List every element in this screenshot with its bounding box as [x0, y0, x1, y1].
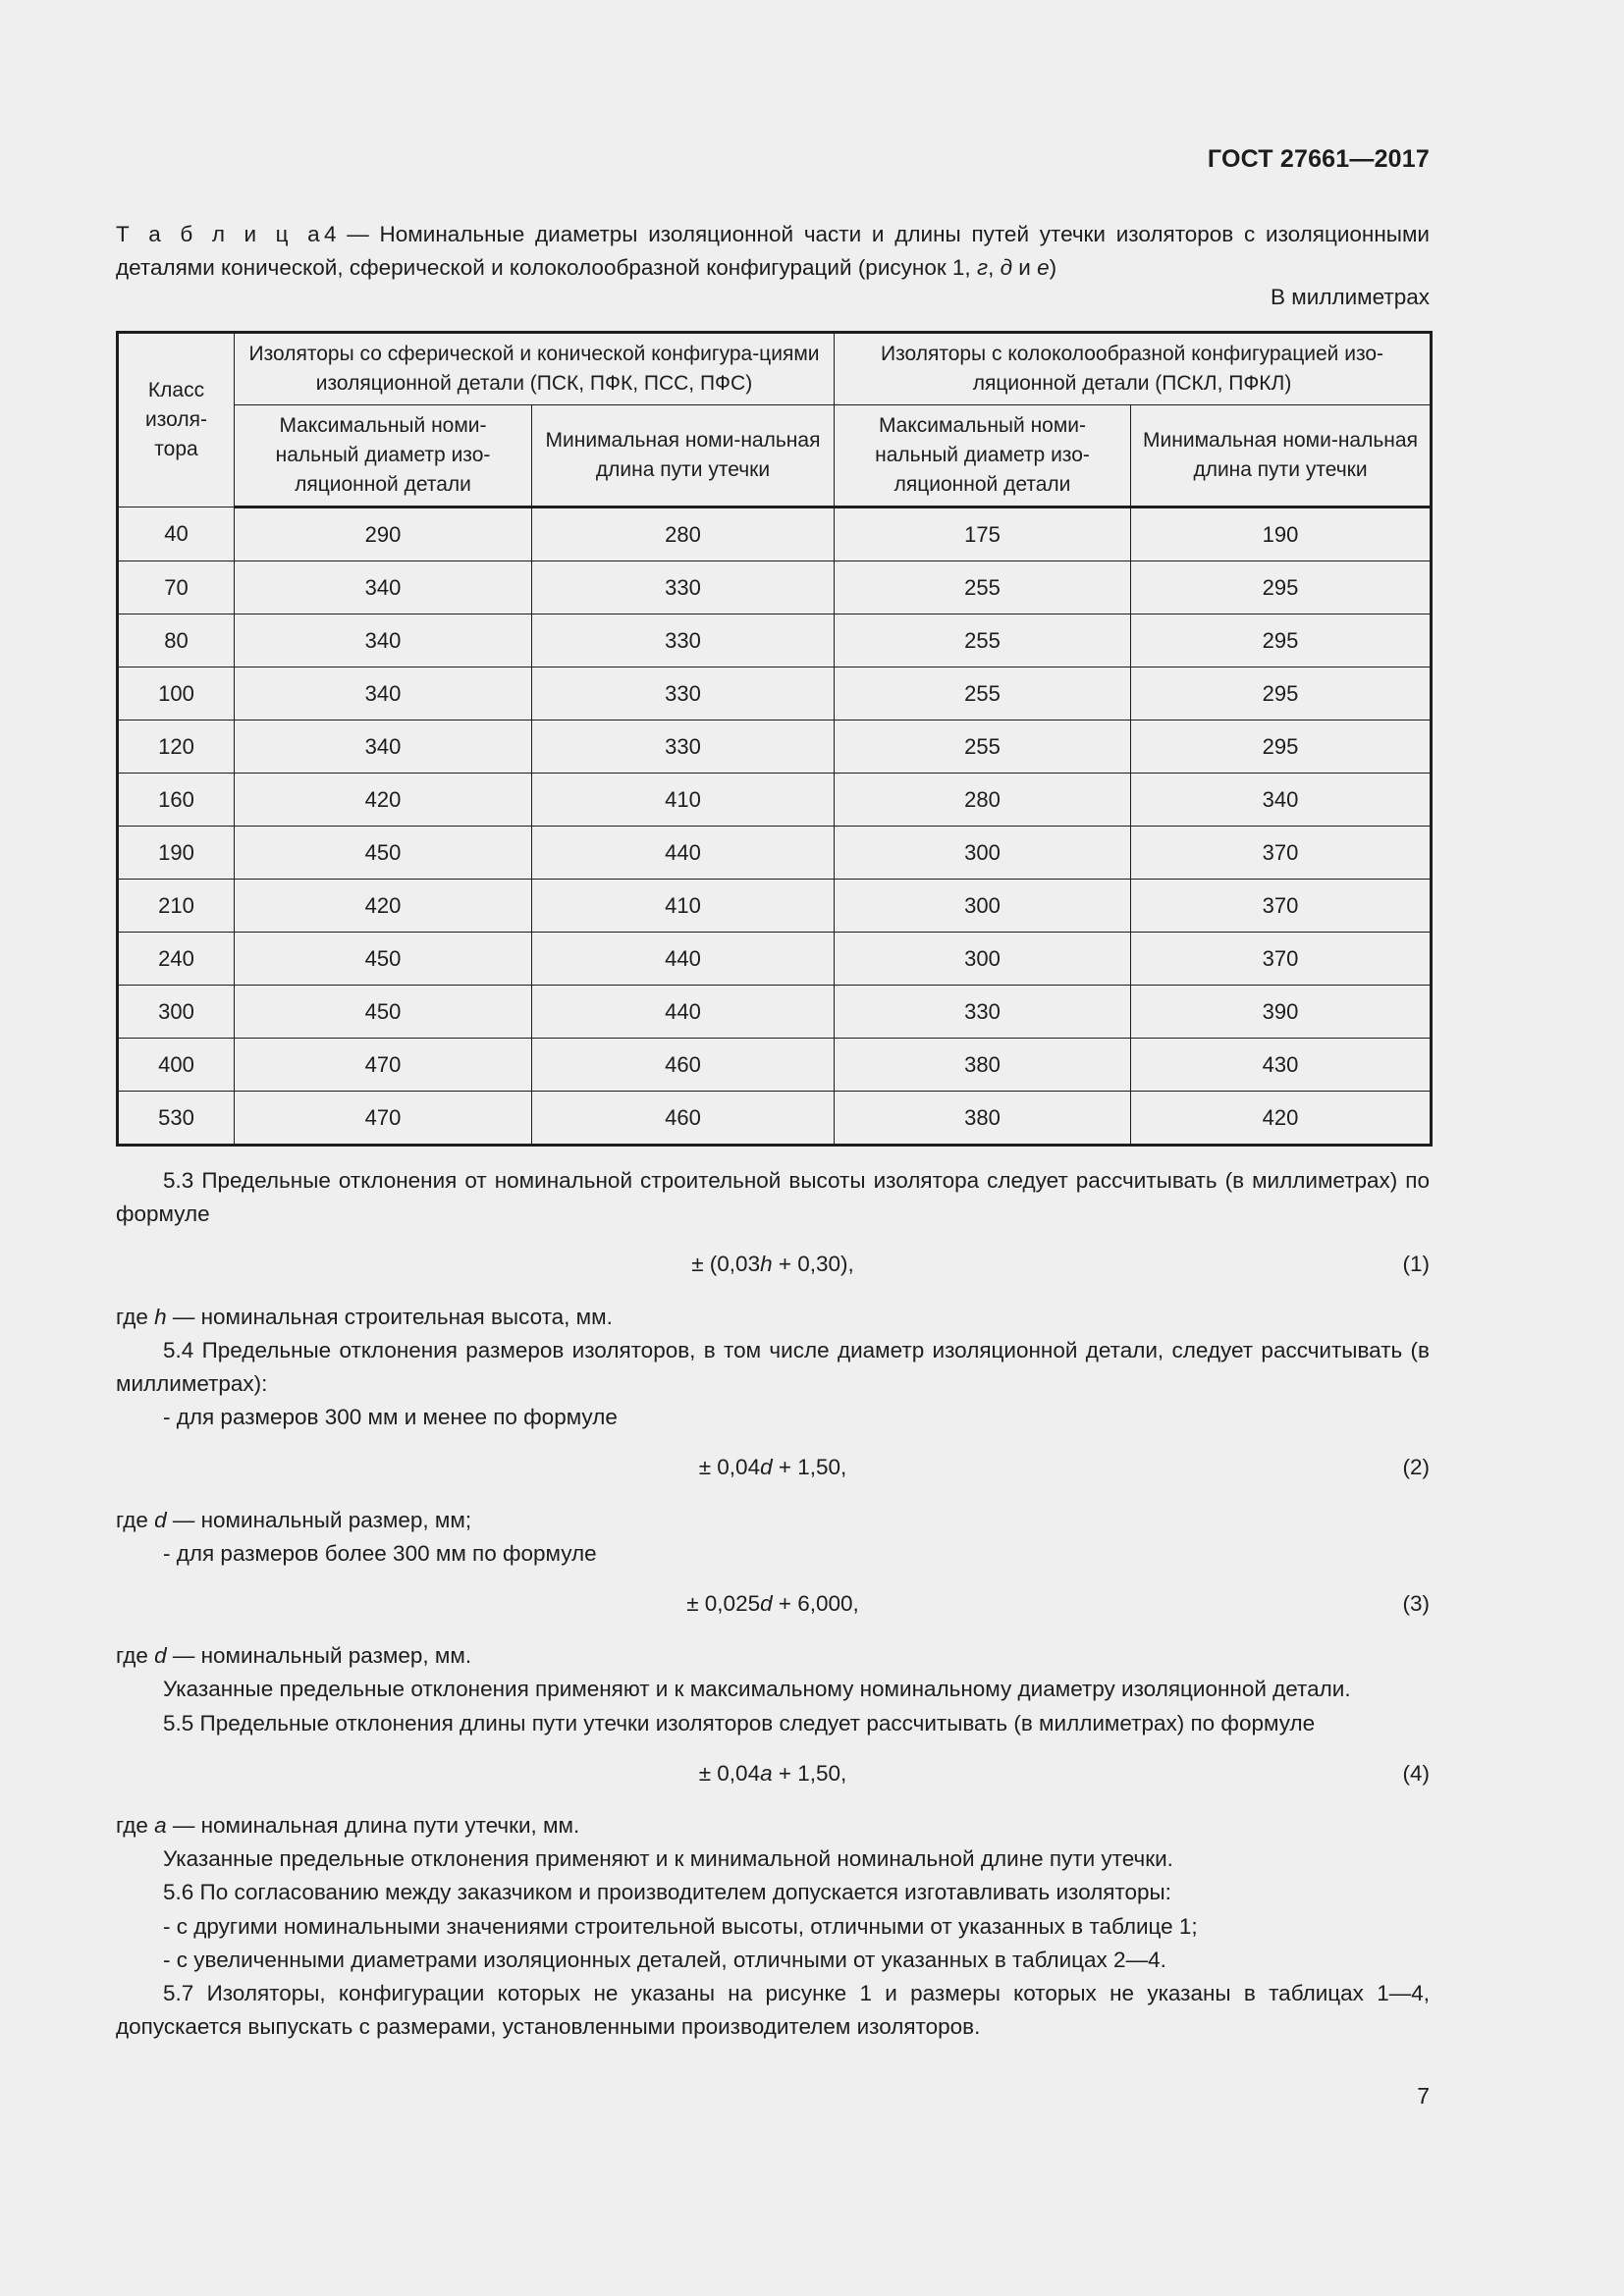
- table-4: [116, 331, 1433, 1147]
- table-head-sub-row: [118, 405, 1432, 507]
- document-standard-header: ГОСТ 27661—2017: [1207, 145, 1430, 173]
- cell-min-creep-bell: 370: [1131, 933, 1432, 986]
- table-row: [118, 933, 1432, 986]
- table-caption-number: 4: [324, 222, 337, 246]
- cell-min-creep-spherical: 410: [532, 880, 835, 933]
- table-caption-figure-sep-1: ,: [988, 255, 1001, 280]
- table-row: [118, 986, 1432, 1039]
- cell-max-diam-spherical: 450: [235, 933, 532, 986]
- cell-max-diam-spherical: 420: [235, 880, 532, 933]
- note-applies-to-max-diameter: Указанные предельные отклонения применяют и к максимальному номинальному диаметру изоляционной детали.: [163, 1677, 1351, 1702]
- note-applies-to-min-creepage: Указанные предельные отклонения применяют и к минимальной номинальной длине пути утечки.: [163, 1846, 1173, 1872]
- cell-max-diam-bell: 300: [835, 933, 1131, 986]
- header-group-spherical-conical: Изоляторы со сферической и конической конфигура-циями изоляционной детали (ПСК, ПФК, ПСС, ПФС): [235, 333, 835, 405]
- table-row: [118, 614, 1432, 667]
- formula-4-number: (4): [1402, 1760, 1430, 1786]
- table-row: [118, 1092, 1432, 1146]
- table-body: [118, 507, 1432, 1146]
- cell-class: 100: [118, 667, 235, 721]
- header-min-nominal-creepage-bell: Минимальная номи-нальная длина пути утечки: [1131, 405, 1432, 507]
- cell-max-diam-spherical: 340: [235, 614, 532, 667]
- cell-class: 160: [118, 774, 235, 827]
- formula-1-row: [116, 1248, 1430, 1281]
- cell-min-creep-spherical: 280: [532, 507, 835, 561]
- cell-min-creep-bell: 390: [1131, 986, 1432, 1039]
- cell-min-creep-bell: 295: [1131, 561, 1432, 614]
- cell-min-creep-spherical: 460: [532, 1092, 835, 1146]
- cell-max-diam-spherical: 470: [235, 1039, 532, 1092]
- formula-3: ± 0,025d + 6,000,: [686, 1591, 859, 1616]
- table-row: [118, 774, 1432, 827]
- clause-5-3: 5.3 Предельные отклонения от номинальной строительной высоты изолятора следует рассчитывать (в миллиметрах) по формуле: [116, 1168, 1430, 1227]
- cell-max-diam-bell: 380: [835, 1039, 1131, 1092]
- cell-min-creep-spherical: 330: [532, 614, 835, 667]
- cell-min-creep-bell: 340: [1131, 774, 1432, 827]
- table-4-wrapper: [116, 331, 1430, 1147]
- cell-min-creep-spherical: 460: [532, 1039, 835, 1092]
- formula-4: ± 0,04a + 1,50,: [698, 1760, 847, 1786]
- cell-max-diam-bell: 175: [835, 507, 1131, 561]
- cell-max-diam-bell: 380: [835, 1092, 1131, 1146]
- cell-class: 190: [118, 827, 235, 880]
- clause-5-6-item-2: - с увеличенными диаметрами изоляционных деталей, отличными от указанных в таблицах 2—4.: [163, 1947, 1166, 1972]
- table-caption-figure-sep-2: и: [1012, 255, 1038, 280]
- formula-2: ± 0,04d + 1,50,: [698, 1455, 847, 1480]
- formula-3-row: [116, 1587, 1430, 1621]
- formula-1-number: (1): [1402, 1252, 1430, 1277]
- where-h-definition: где h — номинальная строительная высота, мм.: [116, 1304, 613, 1329]
- header-max-nominal-diameter-spherical: Максимальный номи-нальный диаметр изо-ляционной детали: [235, 405, 532, 507]
- cell-max-diam-spherical: 340: [235, 667, 532, 721]
- cell-max-diam-bell: 300: [835, 827, 1131, 880]
- table-row: [118, 507, 1432, 561]
- formula-4-row: [116, 1757, 1430, 1790]
- table-caption-text: Номинальные диаметры изоляционной части и длины путей утечки изоляторов с изоляционными деталями конической, сферической и колоколообразной конфигураций (рисунок 1,: [116, 222, 1430, 280]
- cell-min-creep-spherical: 440: [532, 986, 835, 1039]
- table-caption-figure-letter-e: е: [1037, 255, 1050, 280]
- cell-class: 40: [118, 507, 235, 561]
- cell-min-creep-spherical: 330: [532, 561, 835, 614]
- clause-5-7: 5.7 Изоляторы, конфигурации которых не указаны на рисунке 1 и размеры которых не указаны в таблицах 1—4, допускается выпускать с размерами, установленными производителем изоляторов.: [116, 1981, 1430, 2040]
- cell-max-diam-bell: 255: [835, 667, 1131, 721]
- cell-class: 80: [118, 614, 235, 667]
- cell-max-diam-bell: 300: [835, 880, 1131, 933]
- table-row: [118, 561, 1432, 614]
- cell-class: 120: [118, 721, 235, 774]
- where-a-definition: где a — номинальная длина пути утечки, мм.: [116, 1812, 580, 1838]
- cell-max-diam-spherical: 470: [235, 1092, 532, 1146]
- cell-class: 210: [118, 880, 235, 933]
- cell-min-creep-bell: 295: [1131, 721, 1432, 774]
- cell-min-creep-bell: 370: [1131, 827, 1432, 880]
- table-row: [118, 1039, 1432, 1092]
- table-row: [118, 827, 1432, 880]
- cell-min-creep-spherical: 440: [532, 933, 835, 986]
- table-row: [118, 721, 1432, 774]
- table-caption-label: Т а б л и ц а: [116, 222, 324, 246]
- table-caption-figure-letter-d: д: [1000, 255, 1013, 280]
- cell-max-diam-spherical: 340: [235, 561, 532, 614]
- cell-min-creep-bell: 190: [1131, 507, 1432, 561]
- table-units-note: В миллиметрах: [1271, 285, 1430, 309]
- cell-class: 240: [118, 933, 235, 986]
- cell-min-creep-bell: 430: [1131, 1039, 1432, 1092]
- clause-5-4: 5.4 Предельные отклонения размеров изоляторов, в том числе диаметр изоляционной детали, следует рассчитывать (в миллиметрах):: [116, 1337, 1430, 1396]
- cell-class: 70: [118, 561, 235, 614]
- clause-5-4-item-more-than-300: - для размеров более 300 мм по формуле: [163, 1540, 597, 1566]
- cell-max-diam-bell: 255: [835, 614, 1131, 667]
- header-min-nominal-creepage-spherical: Минимальная номи-нальная длина пути утечки: [532, 405, 835, 507]
- clause-5-5: 5.5 Предельные отклонения длины пути утечки изоляторов следует рассчитывать (в миллиметрах) по формуле: [163, 1710, 1316, 1735]
- cell-min-creep-spherical: 410: [532, 774, 835, 827]
- cell-min-creep-bell: 295: [1131, 614, 1432, 667]
- header-max-nominal-diameter-bell: Максимальный номи-нальный диаметр изо-ляционной детали: [835, 405, 1131, 507]
- cell-class: 530: [118, 1092, 235, 1146]
- cell-max-diam-bell: 255: [835, 561, 1131, 614]
- cell-class: 300: [118, 986, 235, 1039]
- where-d-definition-1: где d — номинальный размер, мм;: [116, 1507, 472, 1532]
- clause-5-6: 5.6 По согласованию между заказчиком и производителем допускается изготавливать изоляторы:: [163, 1880, 1171, 1905]
- cell-min-creep-spherical: 440: [532, 827, 835, 880]
- formula-2-row: [116, 1451, 1430, 1484]
- cell-min-creep-spherical: 330: [532, 721, 835, 774]
- cell-max-diam-bell: 330: [835, 986, 1131, 1039]
- formula-2-number: (2): [1402, 1455, 1430, 1480]
- header-class-of-insulator: Класс изоля-тора: [118, 333, 235, 507]
- table-caption-dash: —: [347, 222, 369, 246]
- formula-1: ± (0,03h + 0,30),: [691, 1252, 854, 1277]
- cell-max-diam-spherical: 290: [235, 507, 532, 561]
- clause-5-4-item-300-or-less: - для размеров 300 мм и менее по формуле: [163, 1405, 618, 1430]
- cell-max-diam-spherical: 450: [235, 827, 532, 880]
- table-caption-figure-letter-g: г: [976, 255, 989, 280]
- cell-min-creep-bell: 295: [1131, 667, 1432, 721]
- formula-3-number: (3): [1402, 1591, 1430, 1616]
- cell-max-diam-spherical: 340: [235, 721, 532, 774]
- table-row: [118, 667, 1432, 721]
- cell-max-diam-spherical: 420: [235, 774, 532, 827]
- table-head-group-row: [118, 333, 1432, 405]
- cell-min-creep-bell: 420: [1131, 1092, 1432, 1146]
- cell-max-diam-bell: 255: [835, 721, 1131, 774]
- clause-5-6-item-1: - с другими номинальными значениями строительной высоты, отличными от указанных в таблице 1;: [163, 1913, 1198, 1939]
- cell-class: 400: [118, 1039, 235, 1092]
- cell-min-creep-bell: 370: [1131, 880, 1432, 933]
- table-caption-text-end: ): [1049, 255, 1057, 280]
- document-body: [116, 1164, 1430, 2044]
- cell-max-diam-spherical: 450: [235, 986, 532, 1039]
- table-caption: [116, 218, 1430, 285]
- cell-min-creep-spherical: 330: [532, 667, 835, 721]
- table-head: [118, 333, 1432, 507]
- table-row: [118, 880, 1432, 933]
- where-d-definition-2: где d — номинальный размер, мм.: [116, 1643, 472, 1669]
- header-group-bell-shaped: Изоляторы с колоколообразной конфигурацией изо-ляционной детали (ПСКЛ, ПФКЛ): [835, 333, 1432, 405]
- page-number: 7: [1417, 2083, 1430, 2109]
- cell-max-diam-bell: 280: [835, 774, 1131, 827]
